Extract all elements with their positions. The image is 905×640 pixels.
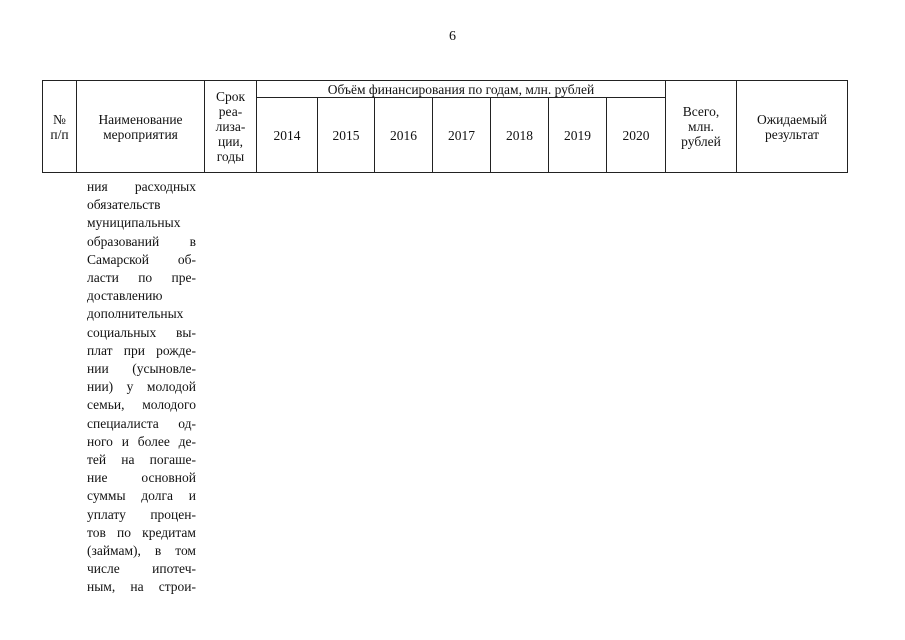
body-line: (займам), в том <box>87 543 196 559</box>
year-2020: 2020 <box>607 98 666 173</box>
col-term-header: Срок реа- лиза- ции, годы <box>205 81 257 173</box>
year-2015: 2015 <box>318 98 375 173</box>
body-line: доставлению <box>87 288 163 304</box>
col-name-header: Наименование мероприятия <box>77 81 205 173</box>
year-2019: 2019 <box>549 98 607 173</box>
body-line: тов по кредитам <box>87 524 196 540</box>
body-line: обязательств <box>87 197 161 213</box>
col-result-header: Ожидаемый результат <box>737 81 848 173</box>
body-line: тей на погаше- <box>87 452 196 468</box>
year-2017: 2017 <box>433 98 491 173</box>
body-line: семьи, молодого <box>87 397 196 413</box>
financing-table-header <box>42 80 848 173</box>
body-line: ние основной <box>87 470 196 486</box>
year-2014: 2014 <box>257 98 318 173</box>
body-line: специалиста од- <box>87 415 196 431</box>
body-line: ния расходных <box>87 179 196 194</box>
col-total-header: Всего, млн. рублей <box>666 81 737 173</box>
body-line: образований в <box>87 233 196 249</box>
col-number-header: № п/п <box>43 81 77 173</box>
page-number: 6 <box>449 29 456 44</box>
body-line: ного и более де- <box>87 433 196 449</box>
body-line: ласти по пре- <box>87 270 196 286</box>
col-funding-header: Объём финансирования по годам, млн. рублей <box>257 81 666 98</box>
body-line: суммы долга и <box>87 488 196 504</box>
body-line: ным, на строи- <box>87 579 196 595</box>
body-line: муниципальных <box>87 215 181 231</box>
year-2018: 2018 <box>491 98 549 173</box>
body-line: нии) у молодой <box>87 379 196 395</box>
body-line: числе ипотеч- <box>87 561 196 577</box>
body-line: дополнительных <box>87 306 184 322</box>
activity-name-continuation <box>87 178 196 597</box>
body-line: плат при рожде- <box>87 342 196 358</box>
body-line: Самарской об- <box>87 251 196 267</box>
year-2016: 2016 <box>375 98 433 173</box>
body-line: социальных вы- <box>87 324 196 340</box>
body-line: уплату процен- <box>87 506 196 522</box>
body-line: нии (усыновле- <box>87 361 196 377</box>
